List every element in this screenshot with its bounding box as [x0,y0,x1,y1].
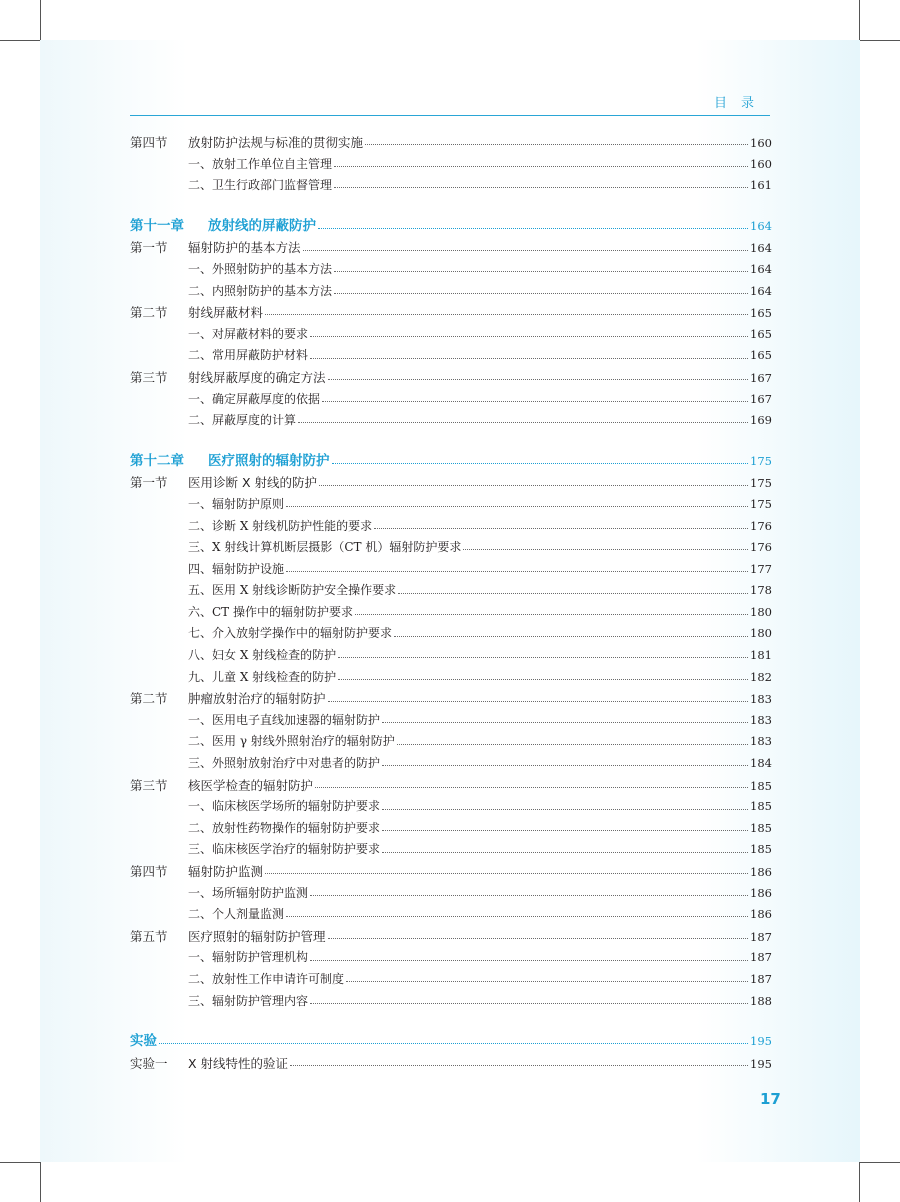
toc-entry-label [130,154,332,176]
toc-entry[interactable] [130,839,772,861]
toc-entry-label [130,904,284,926]
toc-entry-label [130,667,336,689]
toc-entry-title: 一、临床核医学场所的辐射防护要求 [188,799,381,814]
dot-leader [286,571,748,572]
toc-entry[interactable] [130,302,772,324]
toc-entry-title: 核医学检查的辐射防护 [188,777,314,793]
toc-entry-prefix: 第一节 [130,240,168,256]
toc-entry-title: 射线屏蔽厚度的确定方法 [188,369,326,385]
dot-leader [346,981,748,982]
toc-entry-label [130,947,308,969]
dot-leader [334,166,748,167]
toc-entry-page: 165 [750,326,772,341]
toc-entry-page: 183 [750,712,772,727]
toc-entry-page: 167 [750,370,772,385]
toc-entry-prefix: 第五节 [130,928,168,944]
toc-entry-title: 三、X 射线计算机断层摄影（CT 机）辐射防护要求 [188,540,462,555]
toc-entry-label [130,451,330,473]
toc-entry[interactable] [130,645,772,667]
dot-leader [310,1003,748,1004]
dot-leader [265,873,748,874]
dot-leader [328,938,748,939]
dot-leader [397,744,748,745]
dot-leader [286,506,748,507]
toc-entry-page: 160 [750,156,772,171]
toc-entry-title: 一、确定屏蔽厚度的依据 [188,391,321,406]
toc-entry[interactable] [130,559,772,581]
toc-entry[interactable] [130,667,772,689]
toc-entry[interactable] [130,818,772,840]
toc-entry-page: 161 [750,178,772,193]
toc-entry-label [130,731,395,753]
toc-entry[interactable] [130,472,772,494]
dot-leader [382,852,748,853]
toc-entry-page: 185 [750,778,772,793]
toc-entry-title: 二、常用屏蔽防护材料 [188,348,309,363]
toc-entry[interactable] [130,775,772,797]
toc-entry-title: 三、外照射放射治疗中对患者的防护 [188,756,381,771]
toc-entry[interactable] [130,345,772,367]
toc-entry-prefix: 第四节 [130,135,168,150]
toc-entry-page: 187 [750,971,772,986]
toc-entry-page: 175 [750,496,772,511]
toc-entry-title: 医用诊断 X 射线的防护 [188,475,318,491]
toc-entry[interactable] [130,216,772,238]
table-of-contents [130,132,772,1074]
crop-mark [0,1162,40,1163]
toc-entry-label [130,345,308,367]
toc-entry[interactable] [130,991,772,1013]
toc-entry-title: 二、内照射防护的基本方法 [188,283,333,298]
toc-entry-prefix: 第十一章 [130,217,184,234]
toc-entry[interactable] [130,132,772,154]
toc-entry[interactable] [130,389,772,411]
dot-leader [365,144,748,145]
toc-entry[interactable] [130,175,772,197]
toc-entry-page: 183 [750,692,772,707]
toc-entry-prefix: 第一节 [130,475,168,491]
dot-leader [334,187,748,188]
toc-entry-label [130,410,296,432]
dot-leader [322,401,748,402]
toc-entry-prefix: 第二节 [130,305,168,321]
dot-leader [334,271,748,272]
toc-entry-page: 187 [750,929,772,944]
running-header [130,92,770,116]
toc-entry-title: 八、妇女 X 射线检查的防护 [188,648,337,663]
toc-entry-label [130,132,363,154]
toc-entry-label [130,259,332,281]
toc-entry-title: 辐射防护监测 [188,864,264,879]
toc-entry-title: 二、个人剂量监测 [188,907,285,922]
toc-entry-label [130,472,317,494]
toc-entry-label [130,281,332,303]
toc-entry-title: 二、屏蔽厚度的计算 [188,413,297,428]
toc-entry[interactable] [130,861,772,883]
dot-leader [382,722,748,723]
toc-entry-label [130,645,336,667]
toc-entry-label [130,883,308,905]
toc-entry-page: 176 [750,518,772,533]
toc-entry-title: 一、放射工作单位自主管理 [188,156,333,171]
dot-leader [338,657,748,658]
toc-entry-page: 185 [750,842,772,857]
toc-entry-title: 医疗照射的辐射防护管理 [188,928,326,944]
toc-entry-title: 二、放射性药物操作的辐射防护要求 [188,820,381,835]
header-title: 目录 [713,96,768,111]
toc-entry[interactable] [130,904,772,926]
toc-entry-label [130,324,308,346]
toc-entry[interactable] [130,281,772,303]
toc-entry-title: 三、临床核医学治疗的辐射防护要求 [188,842,381,857]
toc-entry-title: 五、医用 X 射线诊断防护安全操作要求 [188,583,397,598]
toc-entry-label [130,302,263,324]
toc-entry-title: 六、CT 操作中的辐射防护要求 [188,604,354,619]
toc-entry-label [130,753,380,775]
toc-entry-label [130,175,332,197]
toc-entry[interactable] [130,623,772,645]
toc-entry-label [130,1031,157,1053]
toc-entry-page: 185 [750,820,772,835]
toc-entry-page: 186 [750,865,772,879]
toc-entry[interactable] [130,969,772,991]
dot-leader [310,895,748,896]
toc-entry-label [130,926,326,948]
toc-entry-title: 九、儿童 X 射线检查的防护 [188,669,337,684]
toc-entry-label [130,839,380,861]
toc-entry-page: 167 [750,391,772,406]
dot-leader [398,593,748,594]
toc-entry[interactable] [130,688,772,710]
dot-leader [334,293,748,294]
crop-mark [0,40,40,41]
toc-entry-page: 180 [750,604,772,619]
toc-entry[interactable] [130,324,772,346]
toc-entry-title: 四、辐射防护设施 [188,561,285,576]
toc-entry-page: 187 [750,950,772,965]
toc-entry-page: 195 [750,1056,772,1071]
page-number: 17 [760,1090,781,1108]
toc-entry-page: 164 [750,218,772,233]
dot-leader [315,787,748,788]
crop-mark [40,1162,41,1202]
toc-entry-title: 一、场所辐射防护监测 [188,885,309,900]
toc-entry-page: 164 [750,241,772,256]
toc-entry[interactable] [130,580,772,602]
toc-entry-label [130,516,372,538]
toc-entry-title: 二、放射性工作申请许可制度 [188,971,345,986]
dot-leader [298,422,748,423]
toc-entry-page: 180 [750,626,772,641]
toc-entry[interactable] [130,753,772,775]
toc-entry-label [130,818,380,840]
dot-leader [290,1065,748,1066]
dot-leader [394,636,748,637]
toc-entry-prefix: 第二节 [130,691,168,707]
toc-entry-title: 二、医用 γ 射线外照射治疗的辐射防护 [188,734,395,749]
toc-entry-page: 164 [750,283,772,298]
dot-leader [310,336,748,337]
toc-entry[interactable] [130,259,772,281]
toc-entry[interactable] [130,796,772,818]
toc-entry-page: 164 [750,261,772,276]
toc-entry[interactable] [130,947,772,969]
toc-entry-page: 181 [750,648,772,663]
toc-entry-page: 176 [750,540,772,555]
dot-leader [310,960,748,961]
toc-entry[interactable] [130,883,772,905]
crop-mark [40,0,41,40]
toc-entry[interactable] [130,237,772,259]
dot-leader [286,916,748,917]
dot-leader [382,809,748,810]
toc-entry-page: 169 [750,413,772,428]
toc-entry-prefix: 第三节 [130,369,168,385]
dot-leader [355,614,748,615]
toc-entry-page: 165 [750,306,772,321]
toc-entry-label [130,796,380,818]
toc-entry[interactable] [130,451,772,473]
toc-entry-label [130,1053,288,1075]
toc-entry[interactable] [130,602,772,624]
dot-leader [265,314,748,315]
toc-entry-prefix: 第十二章 [130,452,184,469]
toc-entry[interactable] [130,731,772,753]
toc-entry-page: 186 [750,885,772,900]
crop-mark [860,1162,900,1163]
dot-leader [338,679,748,680]
dot-leader [374,528,748,529]
crop-mark [859,1162,860,1202]
toc-entry-label [130,775,313,797]
dot-leader [463,549,748,550]
toc-entry-title: 放射防护法规与标准的贯彻实施 [188,135,364,150]
toc-entry[interactable] [130,926,772,948]
toc-entry-prefix: 第三节 [130,777,168,793]
toc-entry-page: 177 [750,561,772,576]
toc-entry-page: 175 [750,453,772,468]
toc-entry-title: 射线屏蔽材料 [188,305,264,321]
toc-entry-label [130,602,353,624]
toc-entry[interactable] [130,1031,772,1053]
toc-entry-label [130,537,461,559]
dot-leader [159,1043,748,1044]
toc-entry-title: 一、医用电子直线加速器的辐射防护 [188,712,381,727]
dot-leader [382,830,748,831]
dot-leader [318,228,748,229]
toc-entry-label [130,559,284,581]
toc-entry-label [130,969,344,991]
toc-entry[interactable] [130,154,772,176]
toc-entry-title: 二、卫生行政部门监督管理 [188,178,333,193]
toc-entry-page: 195 [750,1034,772,1049]
toc-entry[interactable] [130,494,772,516]
dot-leader [328,701,748,702]
toc-entry[interactable] [130,367,772,389]
toc-entry-page: 184 [750,756,772,771]
toc-entry-page: 183 [750,734,772,749]
toc-entry-label [130,389,320,411]
crop-mark [859,0,860,40]
dot-leader [319,485,748,486]
toc-entry-title: 一、对屏蔽材料的要求 [188,326,309,341]
toc-entry-title: 医疗照射的辐射防护 [208,452,330,469]
toc-entry-prefix: 实验一 [130,1055,168,1071]
toc-entry-page: 185 [750,799,772,814]
toc-entry-page: 165 [750,348,772,363]
toc-entry-title: 七、介入放射学操作中的辐射防护要求 [188,626,393,641]
toc-entry[interactable] [130,537,772,559]
toc-entry-label [130,710,380,732]
toc-entry-title: 一、辐射防护原则 [188,496,285,511]
toc-entry-title: 肿瘤放射治疗的辐射防护 [188,691,326,707]
dot-leader [328,379,748,380]
toc-entry-label [130,623,392,645]
dot-leader [303,250,748,251]
crop-mark [860,40,900,41]
toc-entry-page: 182 [750,669,772,684]
dot-leader [310,358,748,359]
toc-entry-title: 一、外照射防护的基本方法 [188,261,333,276]
toc-entry-title: 三、辐射防护管理内容 [188,993,309,1008]
toc-entry[interactable] [130,1053,772,1075]
toc-entry-title: 辐射防护的基本方法 [188,240,301,256]
toc-entry-label [130,216,316,238]
toc-entry-label [130,580,396,602]
toc-entry-title: 一、辐射防护管理机构 [188,950,309,965]
toc-entry-label [130,688,326,710]
toc-entry-prefix: 第四节 [130,864,168,879]
toc-entry-page: 186 [750,907,772,922]
toc-entry-label [130,237,301,259]
toc-entry-label [130,861,263,883]
dot-leader [332,463,749,464]
toc-entry[interactable] [130,710,772,732]
toc-entry-page: 178 [750,583,772,598]
toc-entry[interactable] [130,410,772,432]
toc-entry-title: 实验 [130,1033,157,1050]
toc-entry-label [130,494,284,516]
toc-entry-page: 188 [750,993,772,1008]
dot-leader [382,765,748,766]
toc-entry[interactable] [130,516,772,538]
toc-entry-page: 160 [750,136,772,150]
toc-entry-title: 二、诊断 X 射线机防护性能的要求 [188,518,373,533]
toc-entry-title: 放射线的屏蔽防护 [208,217,316,234]
toc-entry-label [130,991,308,1013]
toc-entry-label [130,367,326,389]
toc-entry-title: X 射线特性的验证 [188,1055,289,1071]
toc-entry-page: 175 [750,476,772,491]
